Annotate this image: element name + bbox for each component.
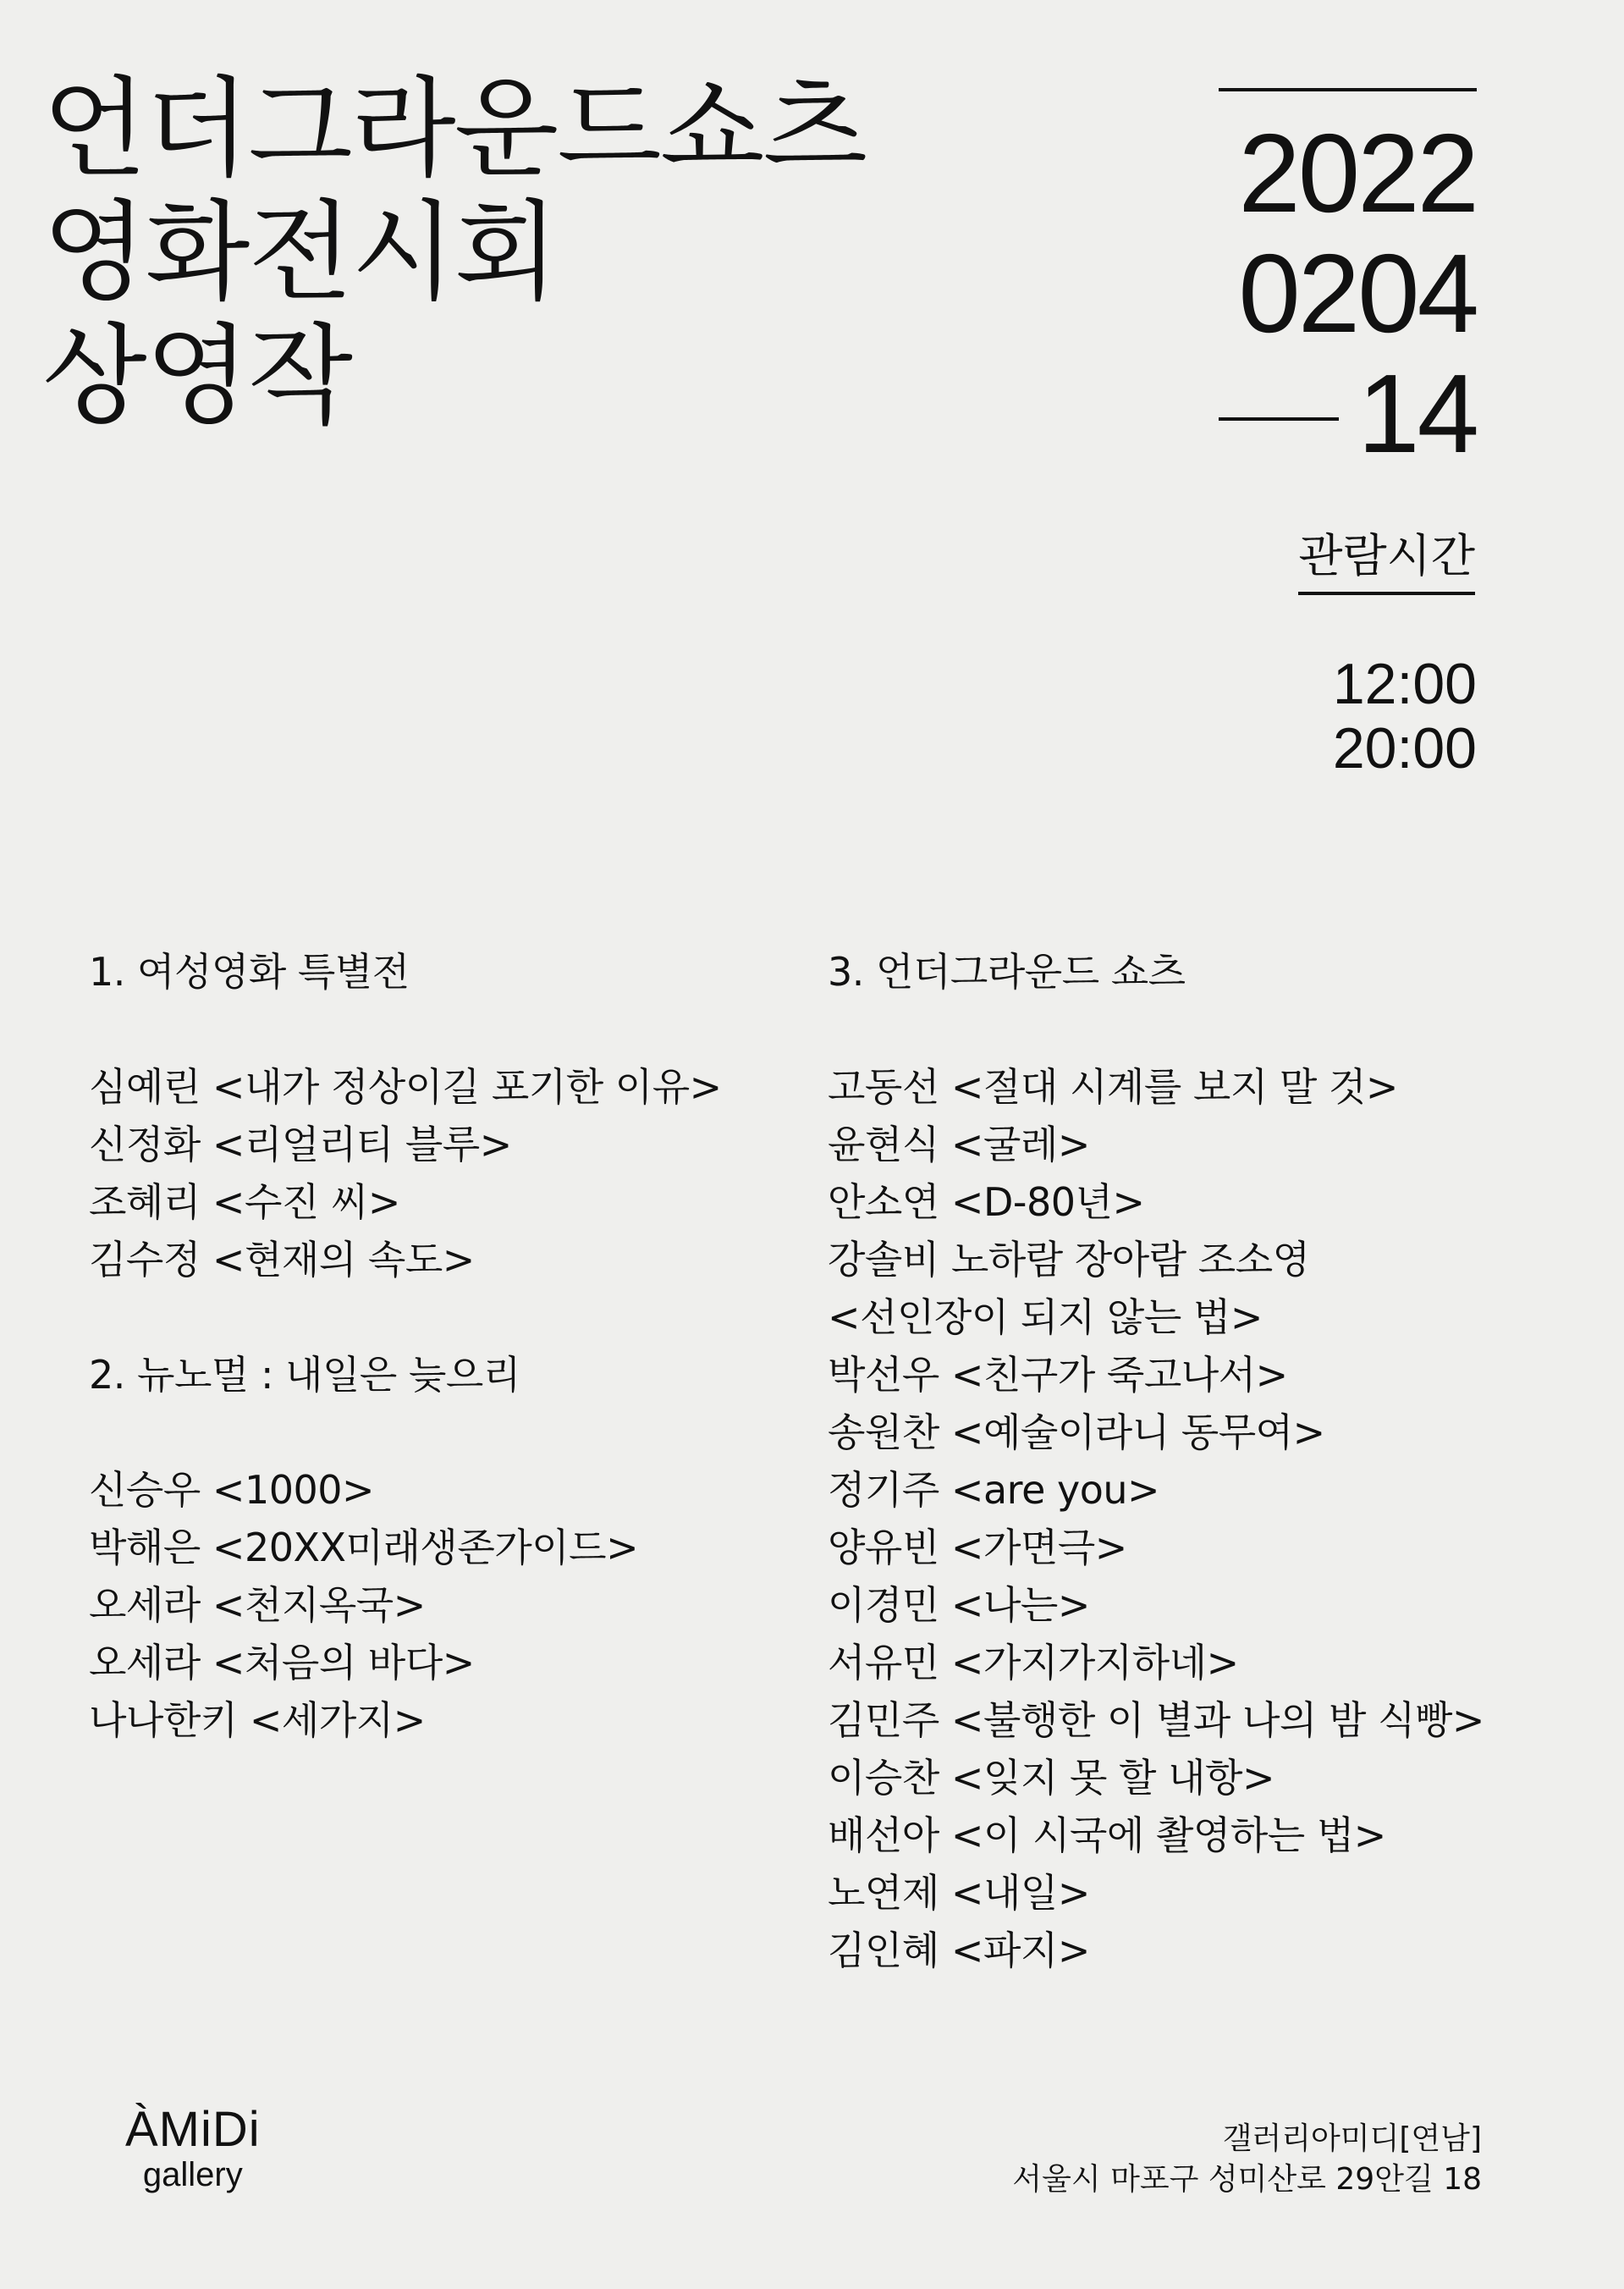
list-item: 신정화 <리얼리티 블루>: [89, 1122, 512, 1167]
logo-subtitle: gallery: [142, 2156, 243, 2193]
program-column-right: [828, 943, 1589, 1979]
list-item: 배선아 <이 시국에 촬영하는 법>: [828, 1812, 1386, 1858]
gallery-logo: [125, 2104, 261, 2193]
list-item: 나나한키 <세가지>: [89, 1697, 426, 1743]
venue-address: 서울시 마포구 성미산로 29안길 18: [1012, 2162, 1482, 2197]
list-item: 이승찬 <잊지 못 할 내항>: [828, 1755, 1274, 1801]
logo-wordmark: ÀMiDi: [125, 2102, 261, 2157]
list-item: 박선우 <친구가 죽고나서>: [828, 1352, 1288, 1398]
hours-close: 20:00: [1332, 716, 1477, 780]
program-column-left: [89, 943, 817, 1749]
list-item: 박해은 <20XX미래생존가이드>: [89, 1525, 639, 1570]
list-item: 조혜리 <수진 씨>: [89, 1179, 400, 1225]
venue-name: 갤러리아미디[연남]: [1222, 2121, 1482, 2156]
viewing-hours: [1333, 652, 1477, 780]
list-item: 서유민 <가지가지하네>: [828, 1640, 1239, 1685]
viewing-hours-label: 관람시간: [1298, 529, 1475, 595]
list-item: 송원찬 <예술이라니 동무여>: [828, 1409, 1325, 1455]
list-item: 이경민 <나는>: [828, 1582, 1090, 1628]
program-heading-women-film: 1. 여성영화 특별전: [89, 949, 410, 995]
title-line-1: 언더그라운드쇼츠: [42, 66, 867, 192]
list-item: 김인혜 <파지>: [828, 1928, 1090, 1973]
list-item: 안소연 <D-80년>: [828, 1179, 1145, 1225]
poster-title: [42, 68, 866, 438]
date-range-dash: [1219, 417, 1339, 421]
list-item: 오세라 <천지옥국>: [89, 1582, 426, 1628]
list-item: 심예린 <내가 정상이길 포기한 이유>: [89, 1064, 722, 1110]
program-heading-new-normal: 2. 뉴노멀 : 내일은 늦으리: [89, 1352, 520, 1398]
venue-info: [1012, 2119, 1482, 2200]
list-item: 강솔비 노하람 장아람 조소영: [828, 1237, 1310, 1282]
list-item: 양유빈 <가면극>: [828, 1525, 1127, 1570]
date-range-end: 14: [1357, 351, 1477, 476]
list-item: <선인장이 되지 않는 법>: [828, 1294, 1263, 1340]
program-heading-underground-shorts: 3. 언더그라운드 쇼츠: [828, 949, 1186, 995]
hours-open: 12:00: [1332, 652, 1477, 716]
list-item: 오세라 <처음의 바다>: [89, 1640, 475, 1685]
list-item: 고동선 <절대 시계를 보지 말 것>: [828, 1064, 1398, 1110]
list-item: 김민주 <불행한 이 별과 나의 밤 식빵>: [828, 1697, 1484, 1743]
title-line-2: 영화전시회: [42, 190, 558, 316]
date-range-start: 0204: [1238, 231, 1477, 356]
date-top-rule: [1219, 88, 1477, 91]
list-item: 신승우 <1000>: [89, 1467, 375, 1513]
list-item: 노연제 <내일>: [828, 1870, 1090, 1916]
list-item: 정기주 <are you>: [828, 1467, 1160, 1513]
list-item: 윤현식 <굴레>: [828, 1122, 1090, 1167]
date-year: 2022: [1238, 111, 1477, 235]
list-item: 김수정 <현재의 속도>: [89, 1237, 475, 1282]
title-line-3: 상영작: [42, 313, 351, 439]
